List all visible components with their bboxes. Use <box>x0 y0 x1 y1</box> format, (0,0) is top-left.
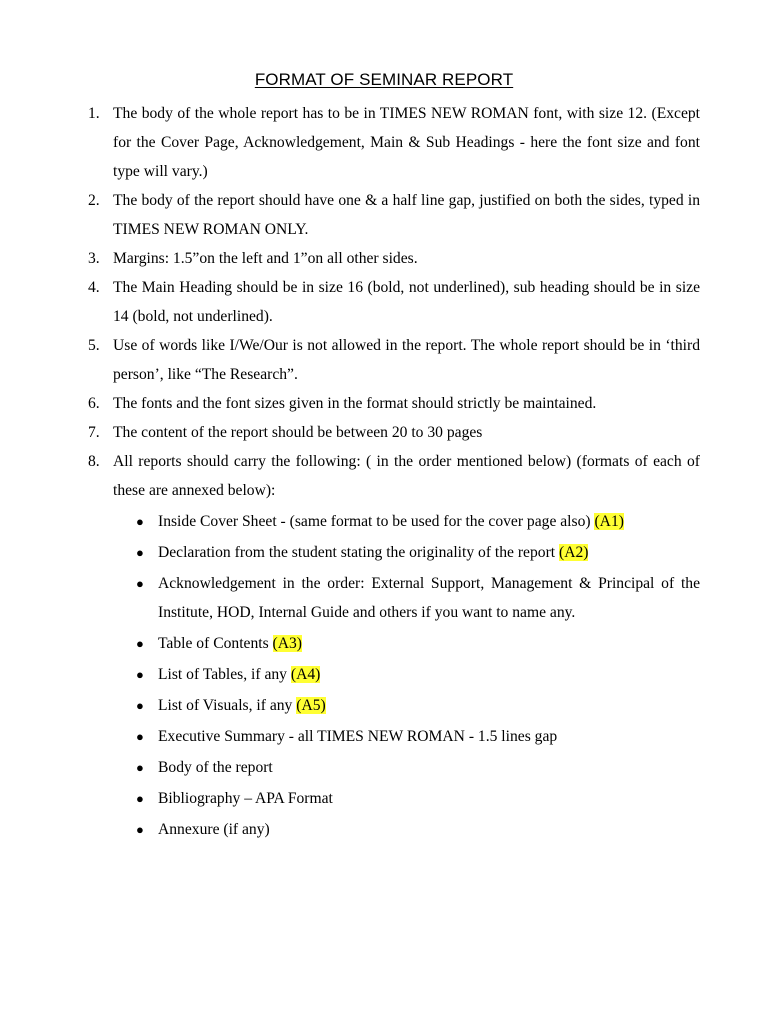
item-text: The content of the report should be between 20 to 30 pages <box>113 424 483 441</box>
bullet-list <box>113 507 700 844</box>
bullet-item <box>113 507 700 536</box>
annex-tag: (A5) <box>296 697 326 714</box>
annex-tag: (A2) <box>559 544 589 561</box>
bullet-text: Body of the report <box>158 759 273 776</box>
item-number: 4. <box>88 279 100 296</box>
bullet-item <box>113 569 700 627</box>
page-title: FORMAT OF SEMINAR REPORT <box>254 70 514 89</box>
bullet-item <box>113 538 700 567</box>
item-text: The Main Heading should be in size 16 (bold, not underlined), sub heading should be in size 14 (bold, not underlined). <box>113 279 700 325</box>
item-text: The body of the whole report has to be in TIMES NEW ROMAN font, with size 12. (Except for the Cover Page, Acknowledgement, Main & Sub Headings - here the font size and font type will vary.) <box>113 105 700 180</box>
bullet-icon: ● <box>136 545 144 560</box>
list-item <box>88 273 700 331</box>
numbered-list <box>88 99 700 846</box>
item-text: The fonts and the font sizes given in the format should strictly be maintained. <box>113 395 597 412</box>
bullet-text: Table of Contents <box>158 635 273 652</box>
bullet-icon: ● <box>136 791 144 806</box>
bullet-text: Inside Cover Sheet - (same format to be used for the cover page also) <box>158 513 595 530</box>
list-item <box>88 99 700 186</box>
list-item <box>88 331 700 389</box>
item-number: 2. <box>88 192 100 209</box>
item-text: All reports should carry the following: ( in the order mentioned below) (formats of each of these are annexed below): <box>113 453 700 499</box>
item-text: Use of words like I/We/Our is not allowed in the report. The whole report should be in ‘third person’, like “The Research”. <box>113 337 700 383</box>
item-number: 8. <box>88 453 100 470</box>
bullet-text: Acknowledgement in the order: External Support, Management & Principal of the Institute, HOD, Internal Guide and others if you want to name any. <box>158 575 700 621</box>
item-number: 7. <box>88 424 100 441</box>
bullet-icon: ● <box>136 760 144 775</box>
bullet-text: Bibliography – APA Format <box>158 790 333 807</box>
list-item <box>88 244 700 273</box>
bullet-icon: ● <box>136 698 144 713</box>
item-text: The body of the report should have one & a half line gap, justified on both the sides, typed in TIMES NEW ROMAN ONLY. <box>113 192 700 238</box>
bullet-text: List of Visuals, if any <box>158 697 297 714</box>
bullet-item <box>113 753 700 782</box>
bullet-icon: ● <box>136 576 144 591</box>
bullet-icon: ● <box>136 822 144 837</box>
item-number: 1. <box>88 105 100 122</box>
list-item <box>88 447 700 844</box>
annex-tag: (A1) <box>594 513 624 530</box>
bullet-text: List of Tables, if any <box>158 666 291 683</box>
bullet-icon: ● <box>136 514 144 529</box>
bullet-item <box>113 784 700 813</box>
item-text: Margins: 1.5”on the left and 1”on all other sides. <box>113 250 418 267</box>
bullet-item <box>113 815 700 844</box>
annex-tag: (A4) <box>290 666 321 683</box>
bullet-text: Declaration from the student stating the originality of the report <box>158 544 559 561</box>
bullet-text: Executive Summary - all TIMES NEW ROMAN - 1.5 lines gap <box>158 728 558 745</box>
bullet-item <box>113 691 700 720</box>
annex-tag: (A3) <box>272 635 302 652</box>
item-number: 3. <box>88 250 100 267</box>
item-number: 5. <box>88 337 100 354</box>
bullet-icon: ● <box>136 667 144 682</box>
list-item <box>88 418 700 447</box>
bullet-text: Annexure (if any) <box>158 821 270 838</box>
bullet-icon: ● <box>136 729 144 744</box>
item-number: 6. <box>88 395 100 412</box>
bullet-item <box>113 722 700 751</box>
list-item <box>88 186 700 244</box>
bullet-item <box>113 660 700 689</box>
bullet-item <box>113 629 700 658</box>
list-item <box>88 389 700 418</box>
bullet-icon: ● <box>136 636 144 651</box>
